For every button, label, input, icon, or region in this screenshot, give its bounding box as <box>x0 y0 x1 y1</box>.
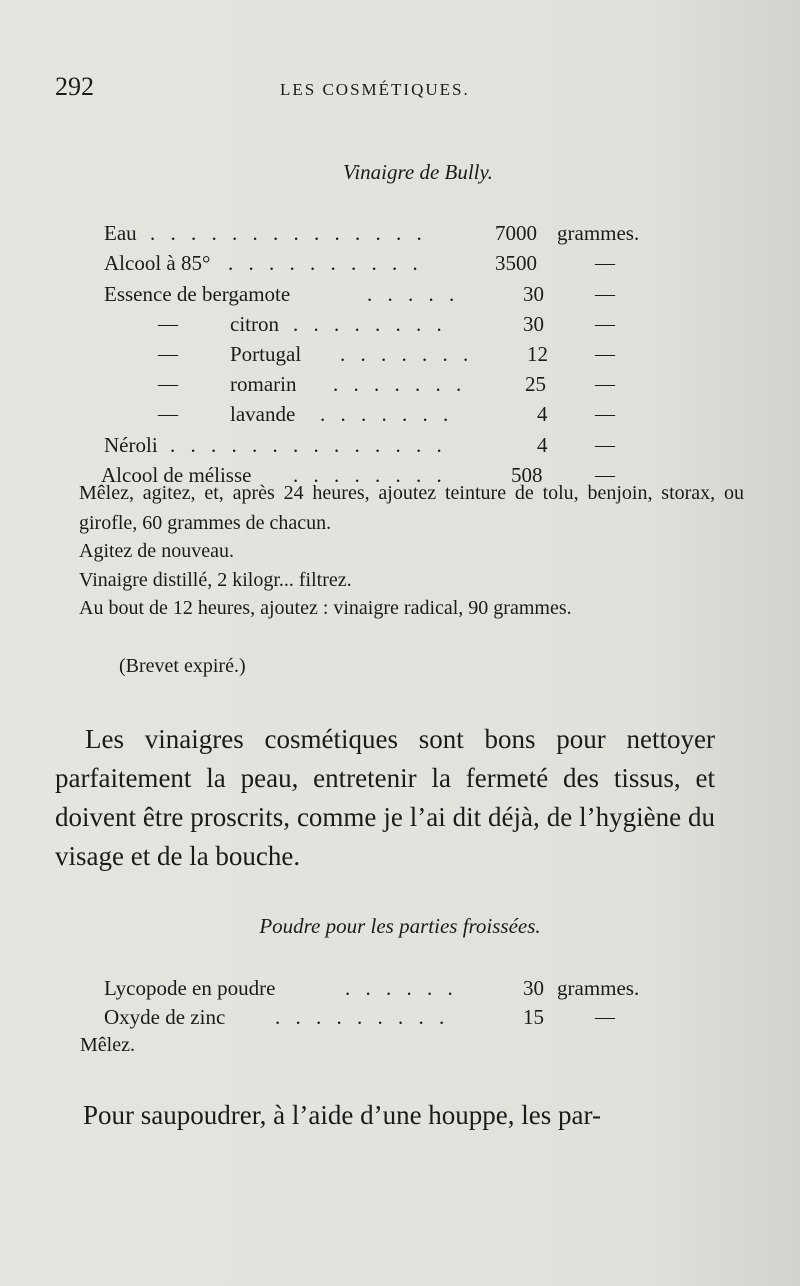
leader-dots: . . . . . . . . <box>293 312 447 336</box>
ingredient-row <box>0 248 800 278</box>
ingredient-name: citron <box>230 312 279 336</box>
ingredient-row <box>0 399 800 429</box>
ingredient-unit: — <box>595 403 615 425</box>
ingredient-quantity: 508 <box>511 463 543 487</box>
ditto-dash: — <box>158 403 178 425</box>
ingredient-unit: — <box>595 373 615 395</box>
ingredient-unit: — <box>595 1006 615 1028</box>
body-paragraph-continued: Pour saupoudrer, à l’aide d’une houppe, les par- <box>83 1100 601 1130</box>
ditto-dash: — <box>158 313 178 335</box>
ingredient-name: lavande <box>230 402 296 426</box>
ingredient-name: Portugal <box>230 342 302 366</box>
ingredient-unit: — <box>595 464 615 486</box>
ingredient-name: Alcool à 85° <box>104 251 211 275</box>
recipe-title-vinaigre: Vinaigre de Bully. <box>343 160 493 184</box>
running-title: LES COSMÉTIQUES. <box>280 80 470 99</box>
running-head <box>55 72 755 112</box>
ingredient-unit: — <box>595 343 615 365</box>
leader-dots: . . . . . <box>367 282 460 306</box>
ingredient-quantity: 12 <box>527 342 548 366</box>
ingredient-name: Alcool de mélisse <box>101 463 252 487</box>
ingredient-unit: — <box>595 313 615 335</box>
ingredient-unit: — <box>595 252 615 274</box>
leader-dots: . . . . . . . . . . <box>228 251 423 275</box>
ingredient-name: romarin <box>230 372 297 396</box>
ingredient-row <box>0 1002 800 1032</box>
recipe-title-poudre: Poudre pour les parties froissées. <box>259 914 541 938</box>
leader-dots: . . . . . . . <box>333 372 467 396</box>
ingredient-quantity: 30 <box>523 312 544 336</box>
instruction-text: Vinaigre distillé, 2 kilogr... filtrez. <box>79 569 352 591</box>
ingredient-name: Lycopode en poudre <box>104 976 276 1000</box>
leader-dots: . . . . . . . . . . . . . . <box>170 433 447 457</box>
ingredient-quantity: 4 <box>537 402 548 426</box>
instruction-text: Mêlez. <box>80 1034 135 1056</box>
ingredient-quantity: 3500 <box>495 251 537 275</box>
ingredient-name: Eau <box>104 221 137 245</box>
page-number: 292 <box>55 72 94 101</box>
body-paragraph: Les vinaigres cosmétiques sont bons pour nettoyer parfaitement la peau, entretenir la fermeté des tissus, et doivent être proscrits, comme je l’ai dit déjà, de l’hygiène du visage et de la bouche. <box>55 724 715 871</box>
ingredient-name: Oxyde de zinc <box>104 1005 226 1029</box>
ingredient-row <box>0 218 800 248</box>
leader-dots: . . . . . . . <box>320 402 454 426</box>
ingredient-unit: grammes. <box>557 221 640 245</box>
instruction-text: Mêlez, agitez, et, après 24 heures, ajoutez teinture de tolu, benjoin, storax, ou girofle, 60 grammes de chacun. <box>79 482 744 534</box>
ingredient-row <box>0 369 800 399</box>
ingredient-name: Néroli <box>104 433 158 457</box>
ingredient-unit: — <box>595 434 615 456</box>
leader-dots: . . . . . . . . <box>293 463 447 487</box>
ingredient-quantity: 15 <box>523 1005 544 1029</box>
ingredient-unit: grammes. <box>557 976 640 1000</box>
leader-dots: . . . . . . <box>345 976 458 1000</box>
leader-dots: . . . . . . . <box>340 342 474 366</box>
ingredient-quantity: 30 <box>523 976 544 1000</box>
patent-note: (Brevet expiré.) <box>119 655 246 677</box>
leader-dots: . . . . . . . . . . . . . . <box>150 221 427 245</box>
ditto-dash: — <box>158 343 178 365</box>
ingredient-row <box>0 430 800 460</box>
ingredient-unit: — <box>595 283 615 305</box>
ingredient-row <box>0 973 800 1003</box>
ingredient-quantity: 25 <box>525 372 546 396</box>
instruction-text: Au bout de 12 heures, ajoutez : vinaigre radical, 90 grammes. <box>79 597 572 619</box>
ingredient-quantity: 30 <box>523 282 544 306</box>
ingredient-quantity: 7000 <box>495 221 537 245</box>
ingredient-name: Essence de bergamote <box>104 282 291 306</box>
ingredient-row <box>0 309 800 339</box>
ingredient-row <box>0 279 800 309</box>
ditto-dash: — <box>158 373 178 395</box>
ingredient-row <box>0 339 800 369</box>
ingredient-quantity: 4 <box>537 433 548 457</box>
instruction-text: Agitez de nouveau. <box>79 540 234 562</box>
leader-dots: . . . . . . . . . <box>275 1005 450 1029</box>
